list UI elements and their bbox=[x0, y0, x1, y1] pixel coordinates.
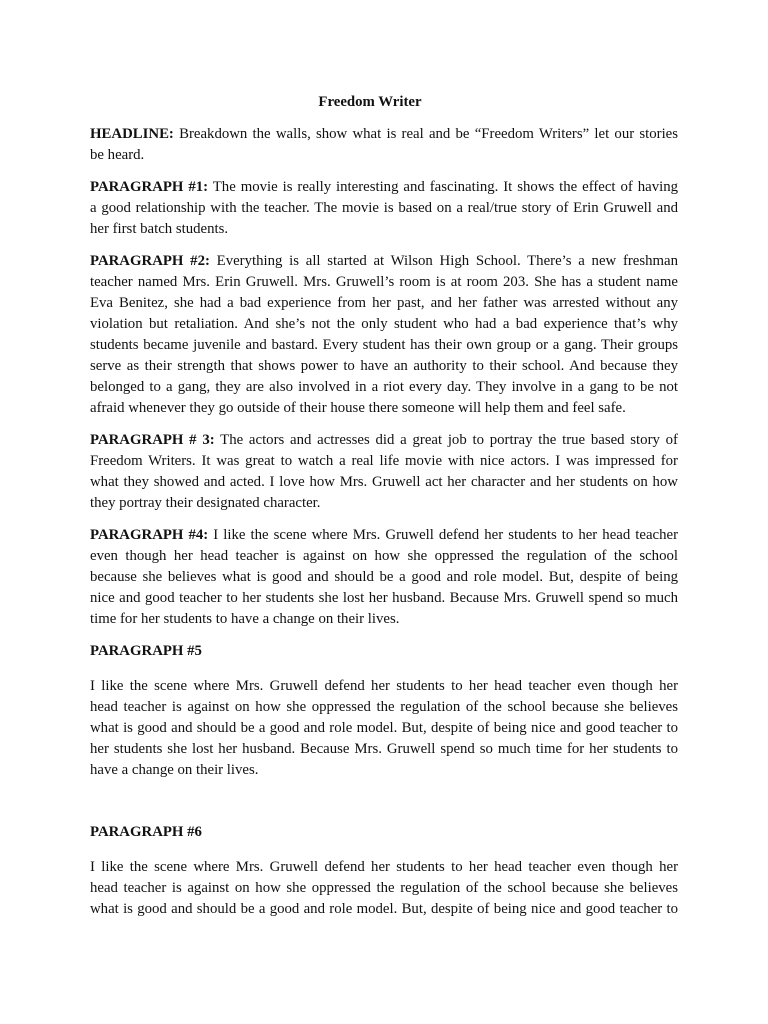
paragraph-label: PARAGRAPH #2: bbox=[90, 253, 210, 269]
headline-text: Breakdown the walls, show what is real and be “Freedom Writers” let our stories bbox=[179, 126, 679, 142]
paragraph-line: Eva Benitez, she had a bad experience from her past, and her father was arrested without any bbox=[90, 295, 678, 311]
paragraph-line: head teacher is against on how she oppressed the regulation of the school because she believes bbox=[90, 880, 678, 896]
paragraph-5 bbox=[90, 641, 678, 781]
paragraph-line: head teacher is against on how she oppressed the regulation of the school because she believes bbox=[90, 699, 678, 715]
paragraph-line: serve as their strength that shows power to have an authority to their school. And because they bbox=[90, 358, 678, 374]
paragraph-line: Freedom Writers. It was great to watch a real life movie with nice actors. I was impressed for bbox=[90, 453, 678, 469]
paragraph-4 bbox=[90, 525, 678, 630]
paragraph-line: violation but retaliation. And she’s not the only student who had a bad experience that’s why bbox=[90, 316, 678, 332]
paragraph-6 bbox=[90, 822, 678, 920]
paragraph-line bbox=[90, 430, 678, 451]
headline-section bbox=[90, 124, 678, 166]
paragraph-text: The actors and actresses did a great job to portray the true based story of bbox=[220, 432, 678, 448]
paragraph-label: PARAGRAPH #1: bbox=[90, 179, 209, 195]
paragraph-label: PARAGRAPH #6 bbox=[90, 824, 202, 840]
paragraph-line: because she believes what is good and should be a good and role model. But, despite of being bbox=[90, 569, 678, 585]
paragraph-text: I like the scene where Mrs. Gruwell defend her students to her head teacher bbox=[213, 527, 678, 543]
paragraph-line: nice and good teacher to her students she lost her husband. Because Mrs. Gruwell spend so much bbox=[90, 590, 678, 606]
paragraph-label: PARAGRAPH #4: bbox=[90, 527, 209, 543]
paragraph-label: PARAGRAPH # 3: bbox=[90, 432, 215, 448]
paragraph-2 bbox=[90, 251, 678, 419]
paragraph-line: what they showed and acted. I love how Mrs. Gruwell act her character and her students on how bbox=[90, 474, 678, 490]
document-title: Freedom Writer bbox=[318, 94, 422, 110]
paragraph-line: I like the scene where Mrs. Gruwell defend her students to her head teacher even though her bbox=[90, 859, 678, 875]
headline-label: HEADLINE: bbox=[90, 126, 174, 142]
paragraph-3 bbox=[90, 430, 678, 514]
headline-line: be heard. bbox=[90, 147, 145, 163]
paragraph-line: her students she lost her husband. Because Mrs. Gruwell spend so much time for her students to bbox=[90, 741, 678, 757]
headline-line bbox=[90, 124, 678, 145]
paragraph-line: they portray their designated character. bbox=[90, 495, 321, 511]
document-page bbox=[90, 92, 678, 920]
paragraph-line bbox=[90, 525, 678, 546]
paragraph-line: have a change on their lives. bbox=[90, 762, 259, 778]
paragraph-line: what is good and should be a good and role model. But, despite of being nice and good teacher to bbox=[90, 901, 678, 917]
paragraph-line: time for her students to have a change on their lives. bbox=[90, 611, 400, 627]
paragraph-line: I like the scene where Mrs. Gruwell defend her students to her head teacher even though her bbox=[90, 678, 678, 694]
paragraph-text: Everything is all started at Wilson High School. There’s a new freshman bbox=[216, 253, 679, 269]
paragraph-line bbox=[90, 177, 678, 198]
paragraph-line: a good relationship with the teacher. The movie is based on a real/true story of Erin Gruwell and bbox=[90, 200, 678, 216]
paragraph-line: what is good and should be a good and role model. But, despite of being nice and good teacher to bbox=[90, 720, 678, 736]
paragraph-line: even though her head teacher is against on how she oppressed the regulation of the school bbox=[90, 548, 678, 564]
paragraph-line: teacher named Mrs. Erin Gruwell. Mrs. Gruwell’s room is at room 203. She has a student name bbox=[90, 274, 678, 290]
paragraph-line: belonged to a gang, they are also involved in a riot every day. They involve in a gang to be not bbox=[90, 379, 678, 395]
paragraph-line: students became juvenile and bastard. Every student has their own group or a gang. Their groups bbox=[90, 337, 678, 353]
paragraph-text: The movie is really interesting and fascinating. It shows the effect of having bbox=[212, 179, 678, 195]
paragraph-1 bbox=[90, 177, 678, 240]
paragraph-label: PARAGRAPH #5 bbox=[90, 643, 202, 659]
paragraph-line: afraid whenever they go outside of their house there someone will help them and feel safe. bbox=[90, 400, 626, 416]
paragraph-line: her first batch students. bbox=[90, 221, 229, 237]
paragraph-line bbox=[90, 251, 678, 272]
